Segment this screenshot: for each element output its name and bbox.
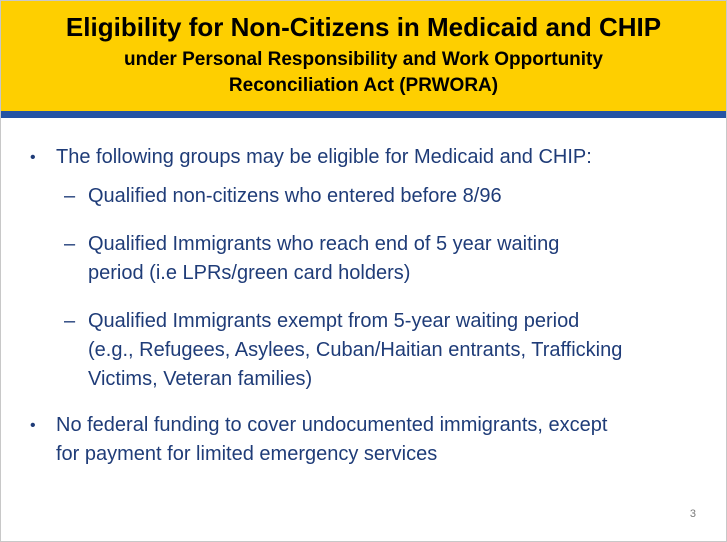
title-divider [1,111,726,118]
sub-item-five-year-waiting [64,230,688,288]
bullet-text-line-1: No federal funding to cover undocumented immigrants, except [56,414,608,436]
slide-subtitle [1,44,726,99]
sub-item-entered-before-1996 [64,182,688,211]
sub-item-text-line-1: Qualified Immigrants who reach end of 5 year waiting [88,233,560,255]
sub-item-text-line-3: Victims, Veteran families) [88,368,313,390]
dash-marker: – [64,233,76,255]
dash-marker: – [64,185,76,207]
dash-marker: – [64,310,76,332]
bullet-marker: • [30,417,36,434]
slide-subtitle-line-2: Reconciliation Act (PRWORA) [228,75,499,96]
bullet-text-line-2: for payment for limited emergency services [56,443,438,465]
bullet-text: The following groups may be eligible for Medicaid and CHIP: [56,146,592,168]
sub-item-text-line-2: (e.g., Refugees, Asylees, Cuban/Haitian entrants, Trafficking [88,339,623,361]
page-number: 3 [689,508,696,520]
sub-item-exempt-groups [64,307,688,394]
slide-title: Eligibility for Non-Citizens in Medicaid and CHIP [65,12,662,42]
sub-item-text-line-2: period (i.e LPRs/green card holders) [88,262,411,284]
bullet-no-federal-funding [30,411,686,469]
sub-item-text: Qualified non-citizens who entered before 8/96 [88,185,502,207]
title-band [1,1,726,111]
slide-subtitle-line-1: under Personal Responsibility and Work Opportunity [124,49,603,70]
sub-item-text-line-1: Qualified Immigrants exempt from 5-year waiting period [88,310,580,332]
bullet-marker: • [30,149,36,166]
bullet-eligible-groups [30,143,686,172]
